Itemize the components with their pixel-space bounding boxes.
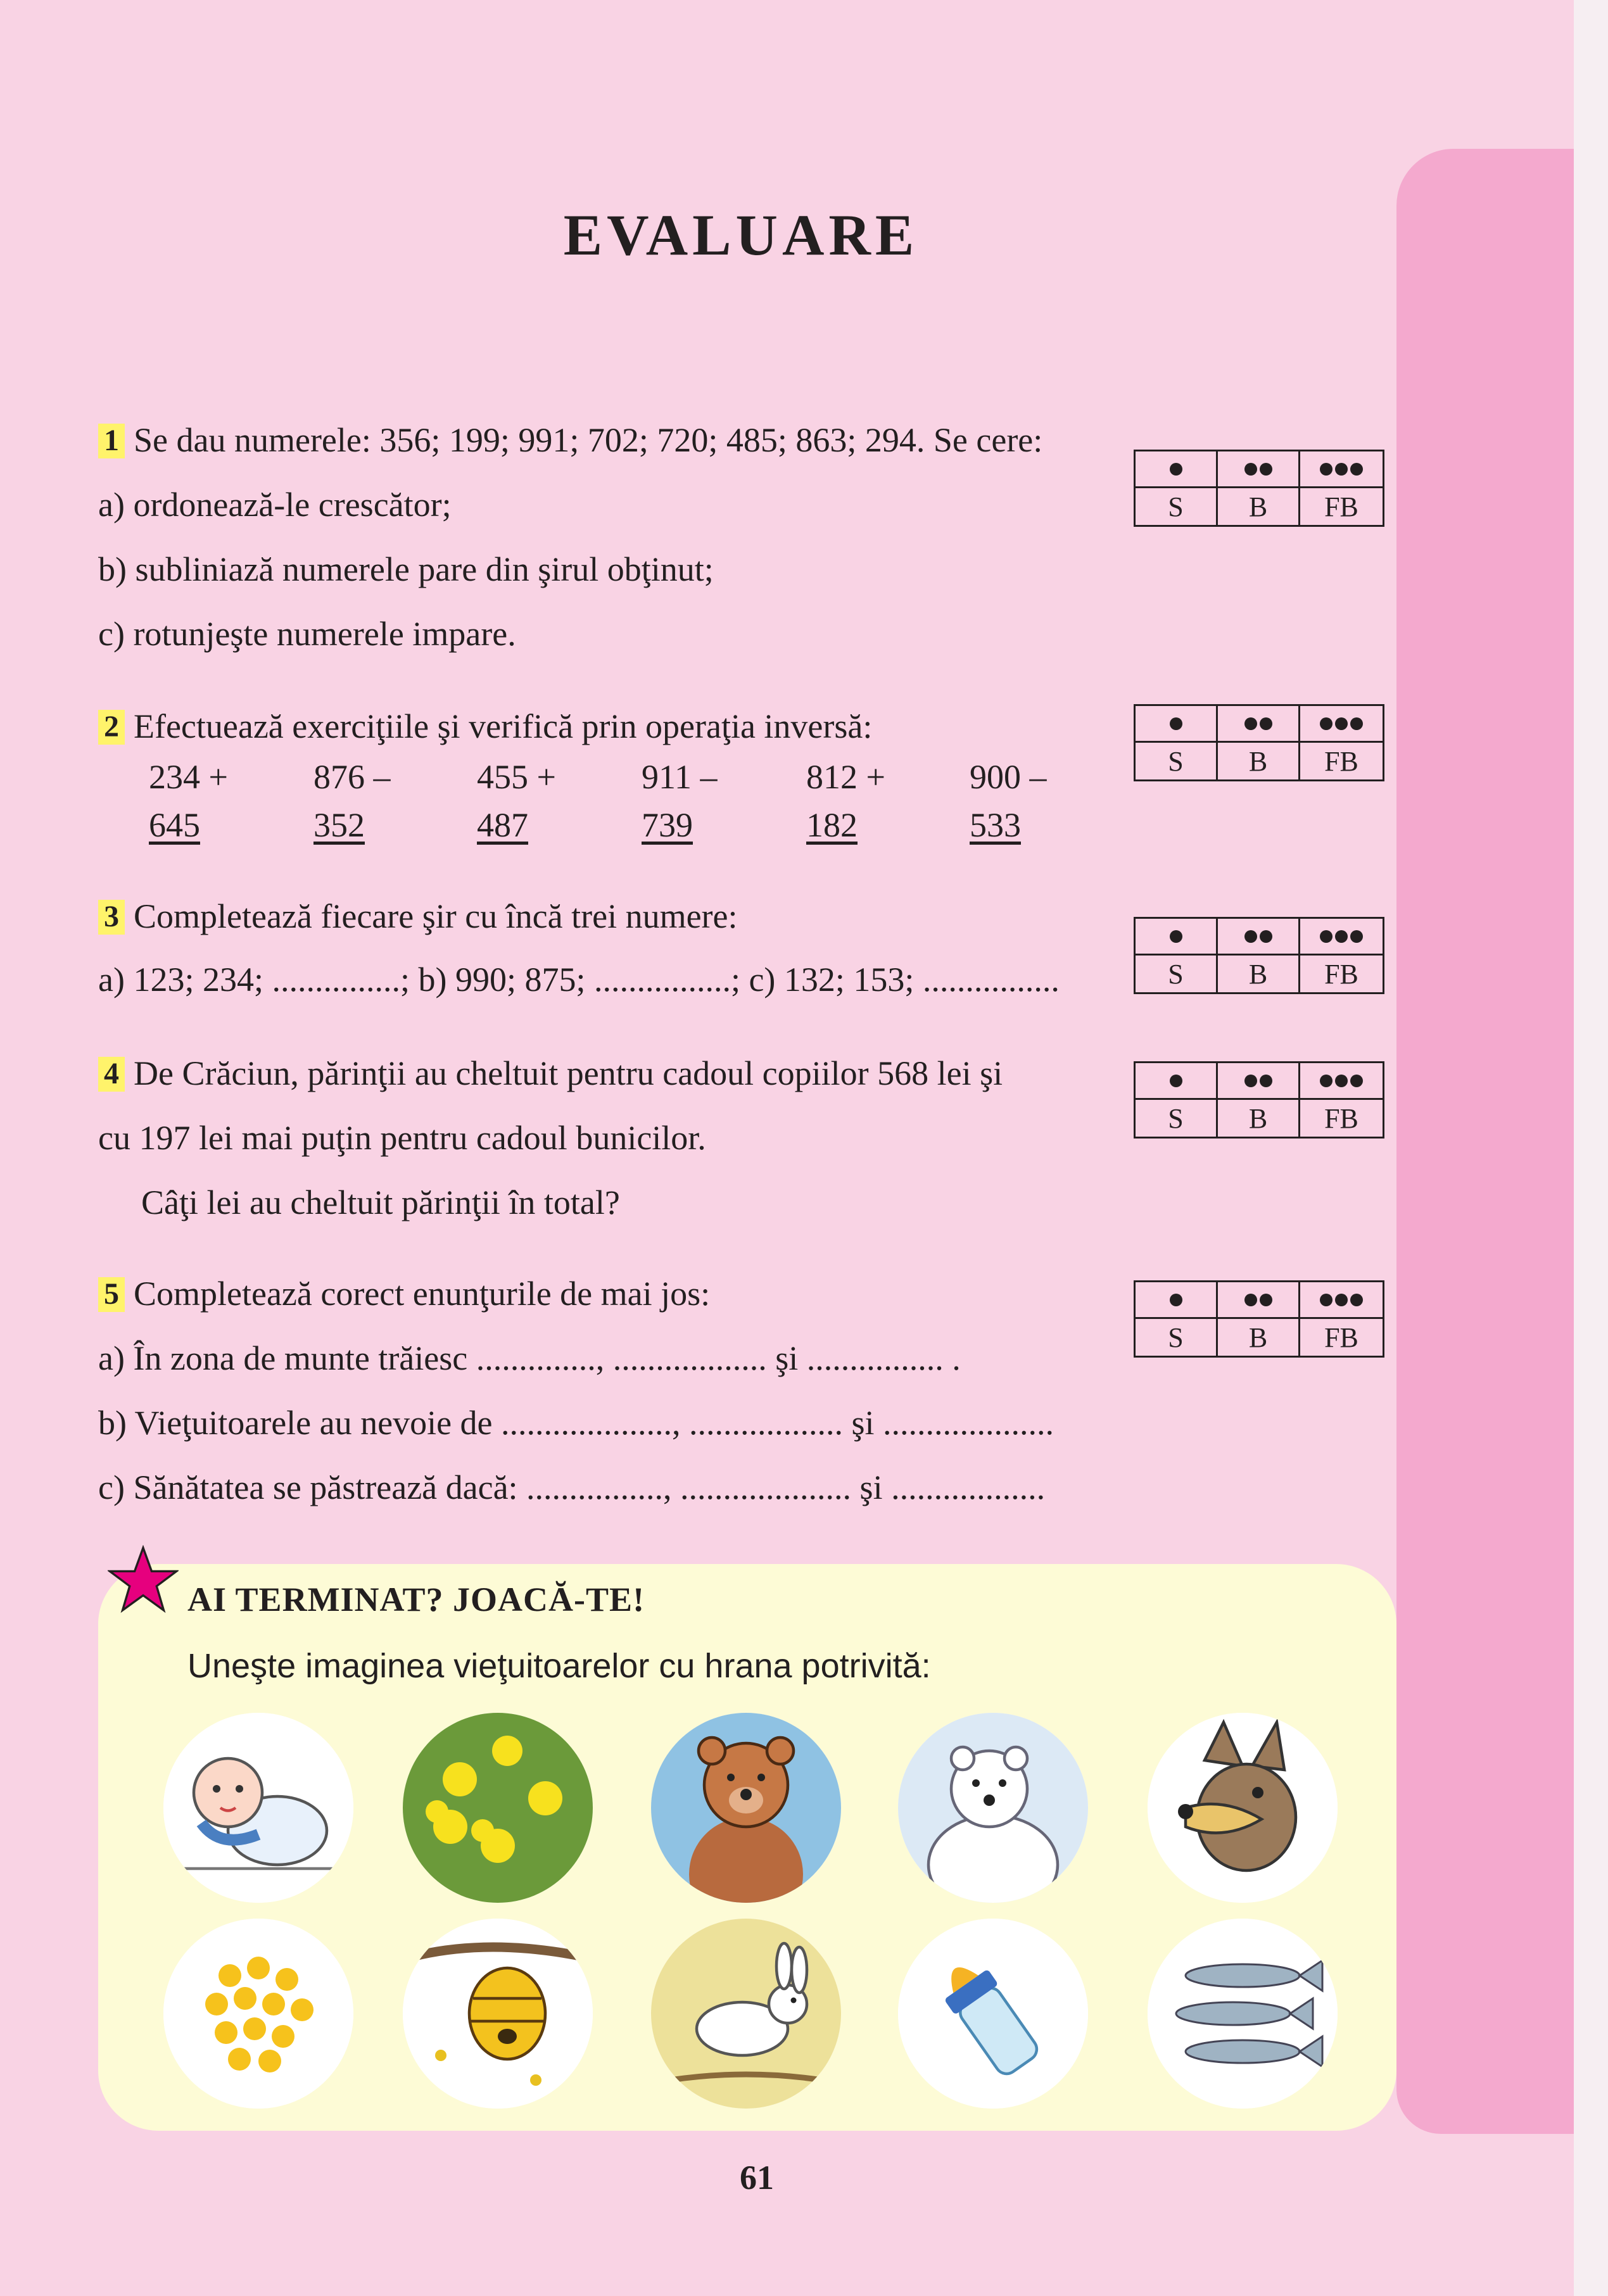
rubric-box-4 — [1134, 1061, 1384, 1139]
exercise-text: De Crăciun, părinţii au cheltuit pentru cadoul copiilor 568 lei şi — [134, 1054, 1003, 1092]
one-dot-icon — [1136, 451, 1218, 488]
rubric-b: B — [1218, 1100, 1300, 1137]
exercise-text: a) ordonează-le crescător; — [98, 486, 452, 524]
rubric-b: B — [1218, 1319, 1300, 1356]
three-dots-icon — [1300, 706, 1383, 743]
one-dot-icon — [1136, 1282, 1218, 1319]
rubric-fb: FB — [1324, 491, 1358, 522]
exercise-text: a) În zona de munte trăiesc .............., .................. şi ................ . — [98, 1339, 961, 1377]
rubric-s: S — [1136, 488, 1218, 525]
one-dot-icon — [1136, 919, 1218, 956]
exercise-number: 5 — [98, 1277, 125, 1312]
rubric-fb: FB — [1324, 1321, 1358, 1353]
corn-image[interactable] — [163, 1919, 353, 2109]
baby-image[interactable] — [163, 1713, 353, 1903]
exercise-text: c) rotunjeşte numerele impare. — [98, 615, 516, 653]
exercise-text: c) Sănătatea se păstrează dacă: ................, .................... şi .................. — [98, 1468, 1046, 1506]
exercise-text: Completează fiecare şir cu încă trei numere: — [134, 897, 738, 935]
exercise-text: b) Vieţuitoarele au nevoie de ...................., .................. şi .................... — [98, 1404, 1054, 1442]
two-dots-icon — [1218, 1282, 1300, 1319]
operation: 455 + 487 — [477, 758, 556, 844]
operation: 911 – 739 — [642, 758, 718, 844]
exercise-number: 2 — [98, 710, 125, 745]
rubric-s: S — [1136, 1319, 1218, 1356]
page-number: 61 — [740, 2159, 774, 2197]
operation: 234 + 645 — [149, 758, 228, 844]
rubric-b: B — [1218, 488, 1300, 525]
three-dots-icon — [1300, 1282, 1383, 1319]
fish-image[interactable] — [1148, 1919, 1338, 2109]
game-instruction: Uneşte imaginea vieţuitoarelor cu hrana potrivită: — [187, 1647, 931, 1685]
chicks-image[interactable] — [403, 1713, 593, 1903]
star-icon — [108, 1545, 179, 1616]
wolf-image[interactable] — [1148, 1713, 1338, 1903]
exercise-text: Câţi lei au cheltuit părinţii în total? — [141, 1183, 620, 1221]
three-dots-icon — [1300, 451, 1383, 488]
exercise-number: 3 — [98, 900, 125, 935]
rubric-box-3 — [1134, 917, 1384, 994]
three-dots-icon — [1300, 1063, 1383, 1100]
one-dot-icon — [1136, 1063, 1218, 1100]
operation: 812 + 182 — [806, 758, 885, 844]
two-dots-icon — [1218, 706, 1300, 743]
exercise-text: Efectuează exerciţiile şi verifică prin operaţia inversă: — [134, 707, 873, 745]
polar-bear-image[interactable] — [898, 1713, 1088, 1903]
rubric-fb: FB — [1324, 745, 1358, 777]
two-dots-icon — [1218, 1063, 1300, 1100]
rubric-s: S — [1136, 956, 1218, 992]
exercise-text: a) 123; 234; ...............; b) 990; 875; ................; c) 132; 153; ................ — [98, 961, 1060, 999]
rubric-box-1 — [1134, 450, 1384, 527]
exercise-number: 4 — [98, 1057, 125, 1092]
three-dots-icon — [1300, 919, 1383, 956]
rubric-s: S — [1136, 743, 1218, 779]
two-dots-icon — [1218, 919, 1300, 956]
exercise-text: cu 197 lei mai puţin pentru cadoul bunicilor. — [98, 1119, 706, 1157]
rabbit-image[interactable] — [651, 1919, 841, 2109]
exercise-text: Se dau numerele: 356; 199; 991; 702; 720; 485; 863; 294. Se cere: — [134, 421, 1043, 459]
rubric-b: B — [1218, 743, 1300, 779]
rubric-fb: FB — [1324, 958, 1358, 990]
page-edge — [1574, 0, 1608, 2296]
page-title: EVALUARE — [563, 203, 919, 267]
two-dots-icon — [1218, 451, 1300, 488]
baby-bottle-image[interactable] — [898, 1919, 1088, 2109]
rubric-b: B — [1218, 956, 1300, 992]
exercise-text: Completează corect enunţurile de mai jos: — [134, 1275, 711, 1313]
rubric-fb: FB — [1324, 1102, 1358, 1134]
one-dot-icon — [1136, 706, 1218, 743]
rubric-box-2 — [1134, 704, 1384, 781]
exercise-text: b) subliniază numerele pare din şirul obţinut; — [98, 550, 714, 588]
game-title: AI TERMINAT? JOACĂ-TE! — [187, 1580, 645, 1618]
operation: 876 – 352 — [313, 758, 391, 844]
bear-image[interactable] — [651, 1713, 841, 1903]
exercise-number: 1 — [98, 424, 125, 458]
operation: 900 – 533 — [970, 758, 1047, 844]
beehive-image[interactable] — [403, 1919, 593, 2109]
side-tab — [1396, 149, 1574, 2134]
rubric-box-5 — [1134, 1280, 1384, 1358]
rubric-s: S — [1136, 1100, 1218, 1137]
